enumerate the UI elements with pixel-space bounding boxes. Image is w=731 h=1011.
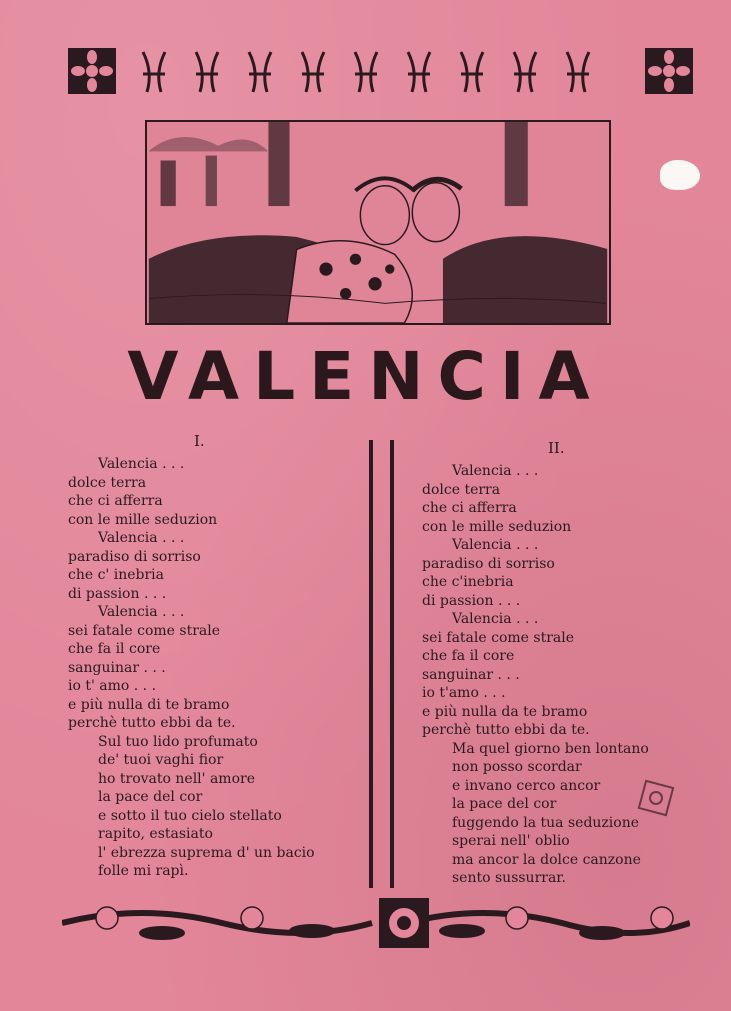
verse-line: di passion . . . bbox=[422, 592, 521, 609]
verse-line: e invano cerco ancor bbox=[452, 777, 601, 794]
verse-line: e più nulla di te bramo bbox=[68, 696, 230, 713]
verse-line: sanguinar . . . bbox=[68, 659, 166, 676]
stamp-mark bbox=[636, 778, 676, 818]
verse-line: di passion . . . bbox=[68, 585, 167, 602]
verse-line: la pace del cor bbox=[452, 796, 557, 812]
verse-line: perchè tutto ebbi da te. bbox=[68, 715, 236, 731]
ornament-motif bbox=[514, 52, 536, 92]
verse-line: paradiso di sorriso bbox=[68, 548, 201, 565]
verse-line: sperai nell' oblio bbox=[452, 833, 570, 849]
verse-line: Valencia . . . bbox=[452, 463, 539, 479]
verse-line: dolce terra bbox=[422, 481, 501, 498]
verse-line: de' tuoi vaghi fior bbox=[98, 752, 224, 768]
verse-line: Sul tuo lido profumato bbox=[98, 733, 258, 750]
verse-line: Valencia . . . bbox=[98, 530, 185, 546]
verse-line: sanguinar . . . bbox=[422, 666, 520, 683]
verse-line: io t' amo . . . bbox=[68, 678, 157, 694]
verse-line: Valencia . . . bbox=[98, 604, 185, 620]
verse-line: rapito, estasiato bbox=[98, 826, 213, 842]
verse-line: sei fatale come strale bbox=[422, 629, 575, 646]
ornament-motif bbox=[143, 52, 165, 92]
couple-illustration bbox=[145, 120, 611, 325]
verse-line: la pace del cor bbox=[98, 789, 203, 805]
verse-line: con le mille seduzion bbox=[422, 518, 572, 535]
verse-line: e più nulla da te bramo bbox=[422, 703, 588, 720]
verse-line: folle mi rapì. bbox=[98, 863, 189, 879]
verse-right bbox=[422, 462, 649, 888]
verse-line: che ci afferra bbox=[422, 500, 517, 516]
verse-line: fuggendo la tua seduzione bbox=[452, 814, 640, 831]
verse-line: con le mille seduzion bbox=[68, 511, 218, 528]
ornament-motif bbox=[302, 52, 324, 92]
verse-line: Valencia . . . bbox=[452, 611, 539, 627]
verse-line: che c' inebria bbox=[68, 567, 164, 583]
verse-number-2: II. bbox=[548, 439, 565, 457]
verse-line: paradiso di sorriso bbox=[422, 555, 555, 572]
verse-line: che fa il core bbox=[68, 641, 161, 657]
verse-line: Valencia . . . bbox=[98, 456, 185, 472]
verse-number-1: I. bbox=[194, 432, 205, 450]
verse-line: io t'amo . . . bbox=[422, 685, 506, 701]
ornament-motif bbox=[355, 52, 377, 92]
song-title: VALENCIA bbox=[127, 338, 604, 415]
verse-line: perchè tutto ebbi da te. bbox=[422, 722, 590, 738]
ornament-motif bbox=[461, 52, 483, 92]
verse-line: ma ancor la dolce canzone bbox=[452, 851, 641, 868]
verse-line: che c'inebria bbox=[422, 574, 514, 590]
ornament-motif bbox=[196, 52, 218, 92]
verse-left bbox=[68, 455, 315, 881]
paper-hole bbox=[660, 160, 700, 190]
verse-line: Ma quel giorno ben lontano bbox=[452, 740, 649, 757]
verse-line: e sotto il tuo cielo stellato bbox=[98, 807, 282, 824]
verse-line: sento sussurrar. bbox=[452, 870, 566, 886]
verse-line: che ci afferra bbox=[68, 493, 163, 509]
verse-line: che fa il core bbox=[422, 648, 515, 664]
divider-rule-left bbox=[369, 440, 373, 888]
ornament-motif bbox=[567, 52, 589, 92]
ornament-motif bbox=[408, 52, 430, 92]
verse-line: Valencia . . . bbox=[452, 537, 539, 553]
verse-line: non posso scordar bbox=[452, 759, 582, 775]
verse-line: dolce terra bbox=[68, 474, 147, 491]
divider-rule-right bbox=[390, 440, 394, 888]
verse-line: ho trovato nell' amore bbox=[98, 770, 255, 787]
ornament-motif bbox=[249, 52, 271, 92]
verse-line: l' ebrezza suprema d' un bacio bbox=[98, 844, 315, 861]
daffodil-border bbox=[62, 893, 690, 953]
verse-line: sei fatale come strale bbox=[68, 622, 221, 639]
floral-ornament-band bbox=[68, 44, 693, 100]
